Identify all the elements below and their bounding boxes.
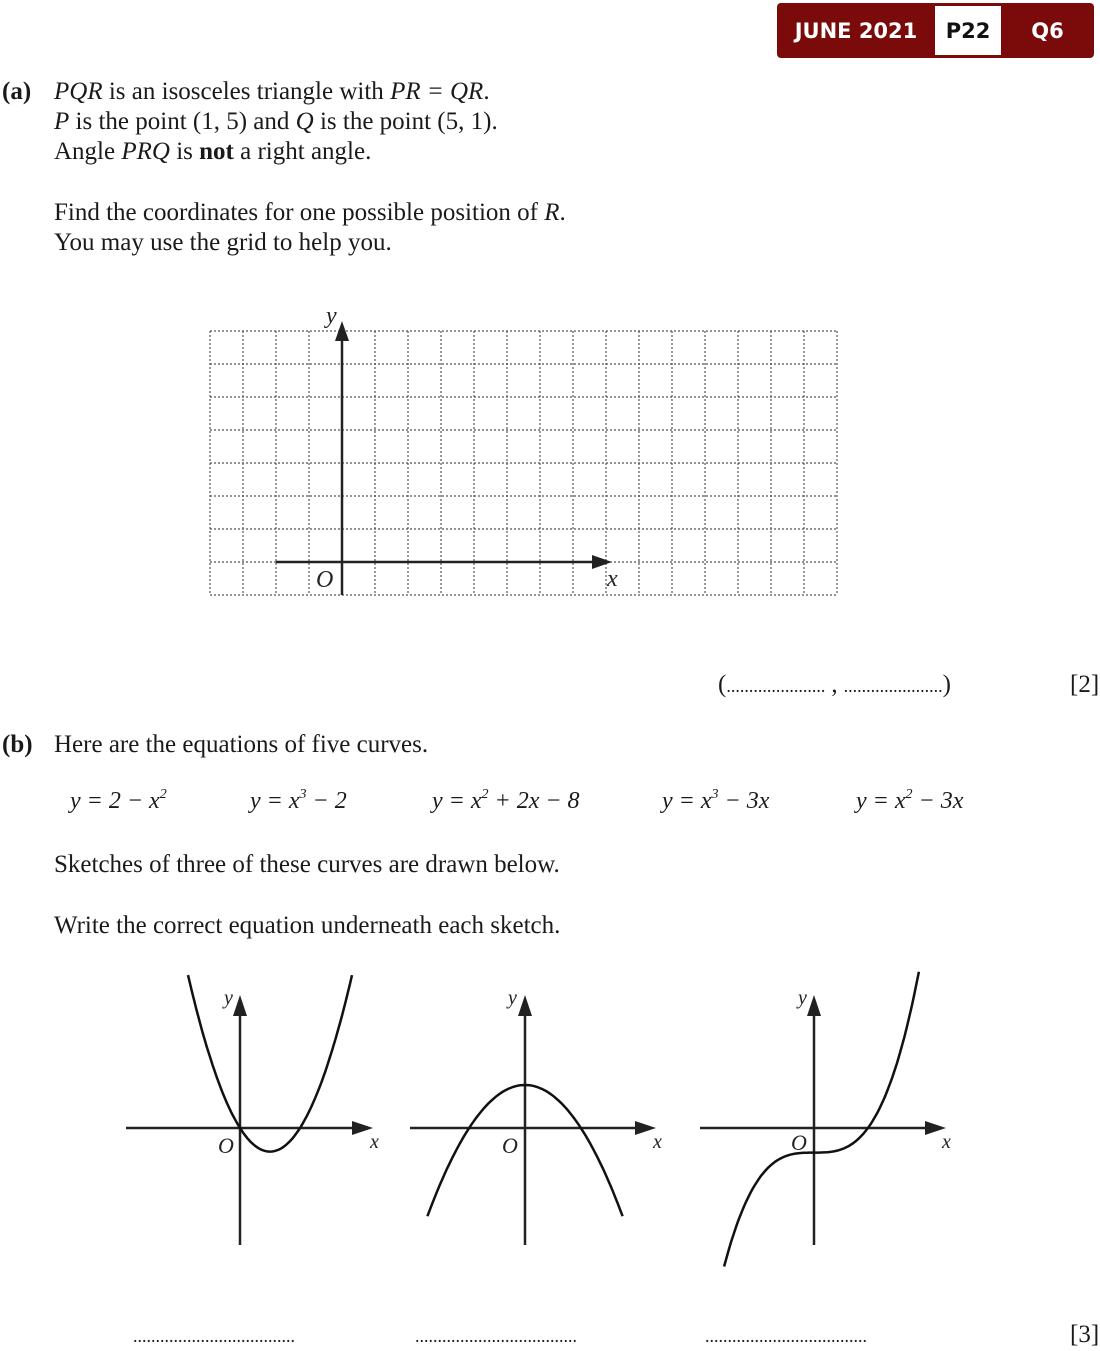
answer-coordinates-a[interactable] bbox=[718, 670, 951, 701]
emphasis-not: not bbox=[199, 138, 234, 165]
x-label: x bbox=[370, 1131, 379, 1153]
part-b-intro: Here are the equations of five curves. bbox=[54, 731, 429, 758]
open-paren: ( bbox=[718, 671, 727, 698]
point-q: Q bbox=[295, 108, 314, 135]
curve-upward-parabola bbox=[188, 975, 352, 1152]
answer-blank-x[interactable]: ...................... bbox=[726, 676, 826, 696]
origin-label: O bbox=[316, 567, 334, 593]
sketch-3 bbox=[700, 972, 951, 1267]
eq-text: y = x bbox=[432, 788, 482, 814]
eq-exponent: 2 bbox=[481, 787, 489, 802]
badge-question: Q6 bbox=[1031, 18, 1064, 43]
equal-sides: PR = QR bbox=[390, 78, 484, 105]
answer-blank-y[interactable]: ...................... bbox=[843, 676, 943, 696]
marks-a: [2] bbox=[1070, 671, 1100, 698]
part-b-instruction-1: Sketches of three of these curves are drawn below. bbox=[54, 851, 560, 878]
eq-text: y = x bbox=[662, 788, 712, 814]
equation-4 bbox=[662, 788, 769, 815]
equation-3 bbox=[432, 788, 580, 815]
angle-name: PRQ bbox=[121, 138, 170, 165]
eq-text: y = 2 − x bbox=[70, 788, 160, 814]
eq-text: − 3x bbox=[718, 788, 770, 814]
point-p: P bbox=[54, 108, 70, 135]
y-axis-label: y bbox=[326, 303, 337, 329]
close-paren: ) bbox=[942, 671, 951, 698]
x-label: x bbox=[653, 1131, 662, 1153]
badge-paper: P22 bbox=[935, 6, 1001, 55]
x-axis-label: x bbox=[607, 566, 618, 592]
coordinate-grid[interactable] bbox=[0, 0, 1100, 640]
text: is an isosceles triangle with bbox=[102, 78, 391, 105]
origin-label: O bbox=[502, 1133, 518, 1158]
eq-text: − 2 bbox=[306, 788, 347, 814]
y-axis-arrow-icon bbox=[518, 995, 532, 1016]
part-a-hint: You may use the grid to help you. bbox=[54, 229, 392, 256]
sketch-1 bbox=[126, 975, 379, 1245]
text: is the point (5, 1). bbox=[313, 108, 498, 135]
y-label: y bbox=[798, 987, 807, 1009]
equation-2 bbox=[250, 788, 347, 815]
sketch-2 bbox=[410, 987, 662, 1245]
answer-blank-sketch-2[interactable]: .................................... bbox=[415, 1326, 577, 1346]
grid-lines bbox=[210, 331, 837, 595]
eq-exponent: 2 bbox=[905, 787, 913, 802]
eq-text: y = x bbox=[856, 788, 906, 814]
text: a right angle. bbox=[233, 138, 372, 165]
text: is bbox=[169, 138, 200, 165]
eq-exponent: 3 bbox=[711, 787, 719, 802]
comma: , bbox=[831, 671, 838, 698]
y-label: y bbox=[224, 987, 233, 1009]
badge-session: JUNE 2021 bbox=[794, 18, 918, 43]
equation-1 bbox=[70, 788, 167, 815]
y-axis-arrow-icon bbox=[807, 995, 821, 1016]
equation-5 bbox=[856, 788, 963, 815]
text: is the point (1, 5) and bbox=[69, 108, 296, 135]
part-b-instruction-2: Write the correct equation underneath each sketch. bbox=[54, 912, 561, 939]
curve-cubic bbox=[724, 972, 919, 1267]
y-label: y bbox=[508, 987, 517, 1009]
curve-sketches bbox=[0, 960, 1100, 1280]
eq-text: + 2x − 8 bbox=[488, 788, 580, 814]
part-a-label: (a) bbox=[2, 78, 32, 105]
text: Angle bbox=[54, 138, 122, 165]
answer-blank-sketch-1[interactable]: .................................... bbox=[133, 1326, 295, 1346]
text: . bbox=[559, 199, 566, 226]
text: . bbox=[483, 78, 490, 105]
y-axis-arrow-icon bbox=[233, 995, 247, 1016]
eq-exponent: 2 bbox=[159, 787, 167, 802]
point-r: R bbox=[544, 199, 560, 226]
origin-label: O bbox=[218, 1133, 234, 1158]
part-b-label: (b) bbox=[2, 731, 33, 758]
eq-exponent: 3 bbox=[299, 787, 307, 802]
marks-b: [3] bbox=[1070, 1321, 1100, 1348]
text: Find the coordinates for one possible position of bbox=[54, 199, 545, 226]
triangle-name: PQR bbox=[54, 78, 103, 105]
answer-blank-sketch-3[interactable]: .................................... bbox=[705, 1326, 867, 1346]
eq-text: y = x bbox=[250, 788, 300, 814]
origin-label: O bbox=[791, 1130, 807, 1155]
x-label: x bbox=[942, 1131, 951, 1153]
eq-text: − 3x bbox=[912, 788, 964, 814]
